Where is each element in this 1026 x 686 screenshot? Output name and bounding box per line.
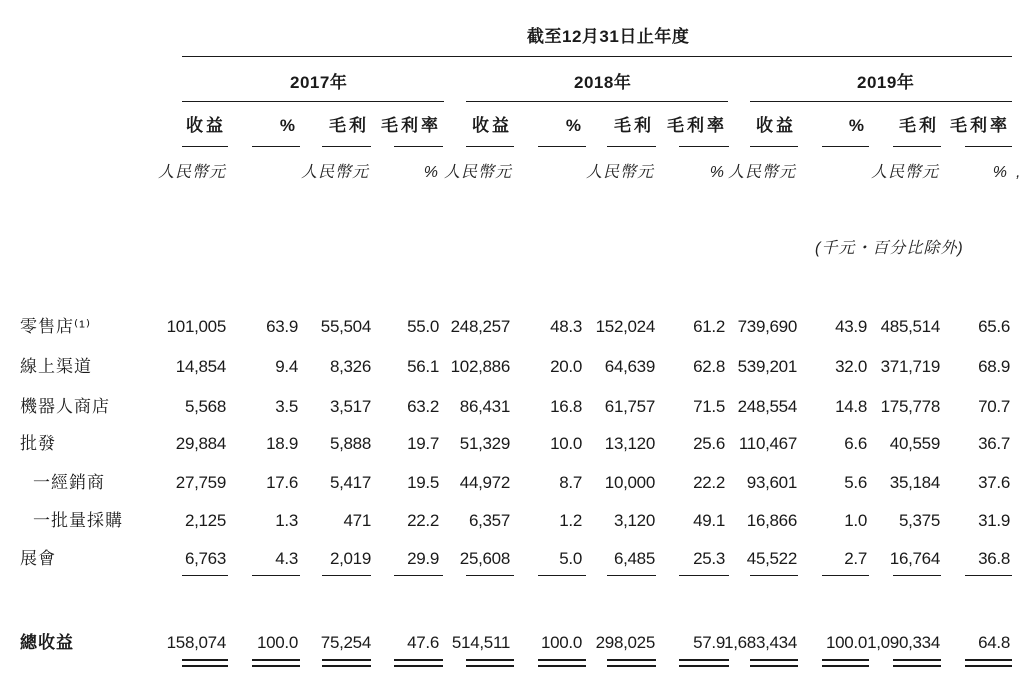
- table-cell: 22.2: [693, 473, 725, 492]
- table-cell: 18.9: [266, 434, 298, 453]
- total-cell: 158,074: [166, 633, 226, 652]
- unit-trailing: ,: [1016, 164, 1022, 181]
- table-cell: 1.0: [844, 511, 867, 530]
- table-cell: 63.2: [407, 397, 439, 416]
- total-cell: 75,254: [320, 633, 371, 652]
- table-cell: 36.8: [978, 549, 1010, 568]
- year-rule-2017: [182, 101, 444, 102]
- table-cell: 16,866: [746, 511, 797, 530]
- table-cell: 2.7: [844, 549, 867, 568]
- year-2018: 2018年: [574, 73, 632, 92]
- table-cell: 29.9: [407, 549, 439, 568]
- table-cell: 43.9: [835, 317, 867, 336]
- total-cell: 57.9: [693, 633, 725, 652]
- table-cell: 19.7: [407, 434, 439, 453]
- table-cell: 51,329: [459, 434, 510, 453]
- total-cell: 1,090,334: [867, 633, 940, 652]
- table-cell: 3.5: [275, 397, 298, 416]
- row-label: 機器人商店: [20, 397, 110, 416]
- total-double-rule: [466, 659, 514, 667]
- column-header-rule: [965, 146, 1012, 147]
- table-cell: 61.2: [693, 317, 725, 336]
- total-double-rule: [965, 659, 1012, 667]
- table-cell: 55,504: [320, 317, 371, 336]
- subtotal-rule: [607, 575, 656, 576]
- unit-margin-2019: %: [992, 164, 1008, 181]
- table-cell: 10,000: [604, 473, 655, 492]
- table-cell: 6,357: [468, 511, 510, 530]
- total-double-rule: [538, 659, 586, 667]
- column-header-rule: [750, 146, 798, 147]
- subtotal-rule: [466, 575, 514, 576]
- table-cell: 20.0: [550, 357, 582, 376]
- table-cell: 739,690: [737, 317, 797, 336]
- margin-header-2018: 毛利率: [667, 116, 727, 135]
- unit-gross-profit-2018: 人民幣元: [585, 164, 654, 181]
- total-cell: 47.6: [407, 633, 439, 652]
- table-cell: 45,522: [746, 549, 797, 568]
- gross-profit-header-2017: 毛利: [329, 116, 369, 135]
- column-header-rule: [607, 146, 656, 147]
- column-header-rule: [394, 146, 443, 147]
- table-cell: 93,601: [746, 473, 797, 492]
- table-cell: 49.1: [693, 511, 725, 530]
- table-cell: 40,559: [889, 434, 940, 453]
- total-label: 總收益: [20, 633, 74, 652]
- total-cell: 298,025: [595, 633, 655, 652]
- table-cell: 102,886: [450, 357, 510, 376]
- row-label: 零售店⁽¹⁾: [20, 317, 92, 336]
- total-double-rule: [822, 659, 869, 667]
- table-cell: 1.3: [275, 511, 298, 530]
- table-cell: 62.8: [693, 357, 725, 376]
- column-header-rule: [893, 146, 941, 147]
- table-cell: 485,514: [880, 317, 940, 336]
- table-cell: 14.8: [835, 397, 867, 416]
- table-cell: 14,854: [175, 357, 226, 376]
- year-2019: 2019年: [857, 73, 915, 92]
- table-cell: 48.3: [550, 317, 582, 336]
- column-header-rule: [679, 146, 729, 147]
- table-cell: 471: [343, 511, 371, 530]
- total-cell: 100.0: [825, 633, 867, 652]
- total-double-rule: [607, 659, 656, 667]
- table-cell: 63.9: [266, 317, 298, 336]
- table-cell: 31.9: [978, 511, 1010, 530]
- margin-header-2019: 毛利率: [950, 116, 1010, 135]
- table-cell: 32.0: [835, 357, 867, 376]
- table-cell: 35,184: [889, 473, 940, 492]
- table-cell: 9.4: [275, 357, 298, 376]
- revenue-header-2019: 收益: [756, 116, 796, 135]
- table-cell: 5,417: [329, 473, 371, 492]
- table-cell: 8,326: [329, 357, 371, 376]
- total-cell: 100.0: [256, 633, 298, 652]
- table-cell: 55.0: [407, 317, 439, 336]
- unit-gross-profit-2019: 人民幣元: [870, 164, 939, 181]
- table-cell: 101,005: [166, 317, 226, 336]
- table-cell: 22.2: [407, 511, 439, 530]
- column-header-rule: [822, 146, 869, 147]
- table-cell: 5,568: [184, 397, 226, 416]
- row-label: 一經銷商: [33, 473, 105, 492]
- gross-profit-header-2018: 毛利: [614, 116, 654, 135]
- table-cell: 2,125: [184, 511, 226, 530]
- period-header: 截至12月31日止年度: [527, 27, 690, 46]
- table-cell: 152,024: [595, 317, 655, 336]
- units-note: (千元・百分比除外): [815, 240, 964, 257]
- row-label: 一批量採購: [33, 511, 123, 530]
- unit-gross-profit-2017: 人民幣元: [300, 164, 369, 181]
- table-cell: 64,639: [604, 357, 655, 376]
- subtotal-rule: [182, 575, 228, 576]
- table-cell: 5.6: [844, 473, 867, 492]
- table-cell: 10.0: [550, 434, 582, 453]
- year-rule-2018: [466, 101, 728, 102]
- total-double-rule: [322, 659, 371, 667]
- table-cell: 68.9: [978, 357, 1010, 376]
- table-cell: 61,757: [604, 397, 655, 416]
- row-label: 線上渠道: [20, 357, 92, 376]
- column-header-rule: [466, 146, 514, 147]
- column-header-rule: [182, 146, 228, 147]
- percent-header-2019: %: [848, 116, 867, 135]
- revenue-header-2018: 收益: [472, 116, 512, 135]
- subtotal-rule: [538, 575, 586, 576]
- unit-revenue-2017: 人民幣元: [157, 164, 226, 181]
- column-header-rule: [322, 146, 371, 147]
- table-cell: 16,764: [889, 549, 940, 568]
- table-cell: 3,517: [329, 397, 371, 416]
- subtotal-rule: [394, 575, 443, 576]
- table-cell: 25.3: [693, 549, 725, 568]
- table-cell: 8.7: [559, 473, 582, 492]
- table-cell: 539,201: [737, 357, 797, 376]
- subtotal-rule: [322, 575, 371, 576]
- table-cell: 5,375: [898, 511, 940, 530]
- total-double-rule: [750, 659, 798, 667]
- table-cell: 1.2: [559, 511, 582, 530]
- total-double-rule: [394, 659, 443, 667]
- table-cell: 56.1: [407, 357, 439, 376]
- column-header-rule: [252, 146, 300, 147]
- subtotal-rule: [750, 575, 798, 576]
- table-cell: 175,778: [880, 397, 940, 416]
- revenue-header-2017: 收益: [186, 116, 226, 135]
- subtotal-rule: [252, 575, 300, 576]
- total-double-rule: [679, 659, 729, 667]
- table-cell: 65.6: [978, 317, 1010, 336]
- margin-header-2017: 毛利率: [381, 116, 441, 135]
- table-cell: 371,719: [880, 357, 940, 376]
- percent-header-2018: %: [565, 116, 584, 135]
- subtotal-rule: [679, 575, 729, 576]
- table-cell: 6,485: [613, 549, 655, 568]
- table-cell: 6.6: [844, 434, 867, 453]
- column-header-rule: [538, 146, 586, 147]
- table-cell: 110,467: [738, 434, 797, 453]
- year-2017: 2017年: [290, 73, 348, 92]
- table-cell: 248,257: [450, 317, 510, 336]
- subtotal-rule: [822, 575, 869, 576]
- table-cell: 248,554: [737, 397, 797, 416]
- table-cell: 3,120: [613, 511, 655, 530]
- total-cell: 100.0: [540, 633, 582, 652]
- row-label: 批發: [20, 434, 56, 453]
- table-cell: 16.8: [550, 397, 582, 416]
- row-label: 展會: [20, 549, 56, 568]
- total-cell: 64.8: [978, 633, 1010, 652]
- table-cell: 13,120: [604, 434, 655, 453]
- table-cell: 2,019: [329, 549, 371, 568]
- table-cell: 36.7: [978, 434, 1010, 453]
- table-cell: 37.6: [978, 473, 1010, 492]
- unit-revenue-2019: 人民幣元: [727, 164, 796, 181]
- table-cell: 86,431: [459, 397, 510, 416]
- table-cell: 44,972: [459, 473, 510, 492]
- table-cell: 19.5: [407, 473, 439, 492]
- table-cell: 4.3: [275, 549, 298, 568]
- period-rule: [182, 56, 1012, 57]
- total-cell: 514,511: [451, 633, 510, 652]
- table-cell: 25.6: [693, 434, 725, 453]
- table-cell: 25,608: [459, 549, 510, 568]
- subtotal-rule: [893, 575, 941, 576]
- percent-header-2017: %: [279, 116, 298, 135]
- year-rule-2019: [750, 101, 1012, 102]
- unit-revenue-2018: 人民幣元: [443, 164, 512, 181]
- total-double-rule: [252, 659, 300, 667]
- table-cell: 70.7: [978, 397, 1010, 416]
- table-cell: 27,759: [175, 473, 226, 492]
- table-cell: 17.6: [266, 473, 298, 492]
- unit-margin-2017: %: [423, 164, 439, 181]
- unit-margin-2018: %: [709, 164, 725, 181]
- table-cell: 29,884: [175, 434, 226, 453]
- subtotal-rule: [965, 575, 1012, 576]
- total-cell: 1,683,434: [724, 633, 797, 652]
- gross-profit-header-2019: 毛利: [899, 116, 939, 135]
- table-cell: 71.5: [693, 397, 725, 416]
- table-cell: 5.0: [559, 549, 582, 568]
- total-double-rule: [182, 659, 228, 667]
- table-cell: 5,888: [329, 434, 371, 453]
- table-cell: 6,763: [184, 549, 226, 568]
- total-double-rule: [893, 659, 941, 667]
